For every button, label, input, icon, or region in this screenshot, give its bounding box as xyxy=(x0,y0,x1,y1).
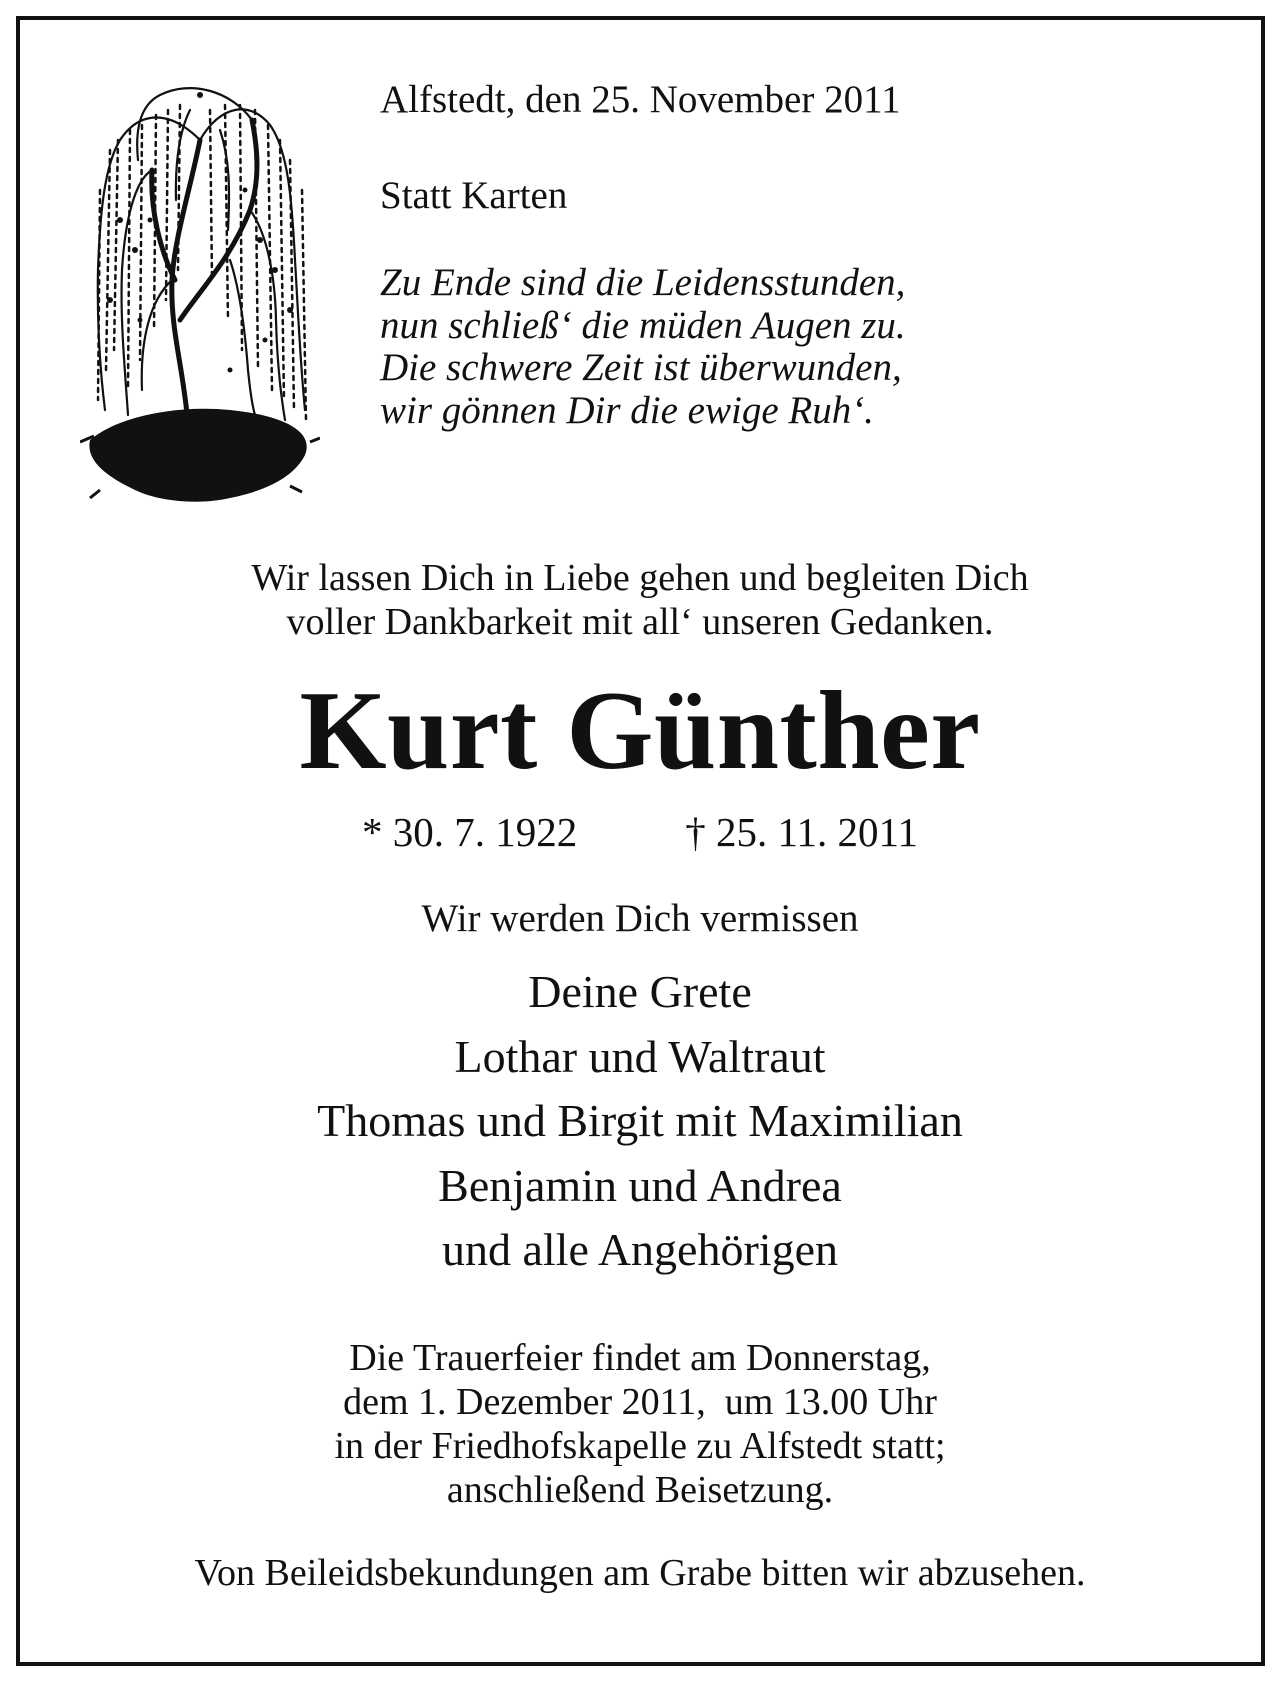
mourners-intro: Wir werden Dich vermissen xyxy=(421,897,859,940)
poem-line: Die schwere Zeit ist überwunden, xyxy=(380,346,902,389)
deceased-name: Kurt Günther xyxy=(299,669,981,793)
poem-line: nun schließ‘ die müden Augen zu. xyxy=(380,303,906,347)
mourner-name: Thomas und Birgit mit Maximilian xyxy=(317,1095,963,1146)
funeral-info xyxy=(0,1336,1280,1512)
life-dates xyxy=(0,808,1280,856)
poem-line: wir gönnen Dir die ewige Ruh‘. xyxy=(380,388,874,432)
funeral-line: in der Friedhofskapelle zu Alfstedt statt; xyxy=(334,1425,946,1467)
funeral-line: dem 1. Dezember 2011, um 13.00 Uhr xyxy=(343,1381,937,1423)
death-date: † 25. 11. 2011 xyxy=(685,809,918,855)
tree-ground xyxy=(89,409,306,502)
mourner-name: und alle Angehörigen xyxy=(441,1224,838,1275)
mourners-list xyxy=(0,960,1280,1283)
intro-line: Wir lassen Dich in Liebe gehen und begleiten Dich xyxy=(251,557,1029,599)
notice-header xyxy=(380,78,1240,432)
place-date: Alfstedt, den 25. November 2011 xyxy=(380,78,901,121)
closing-note: Von Beileidsbekundungen am Grabe bitten wir abzusehen. xyxy=(194,1552,1086,1594)
weeping-willow-icon xyxy=(80,70,320,510)
mourner-name: Lothar und Waltraut xyxy=(454,1030,826,1082)
funeral-line: Die Trauerfeier findet am Donnerstag, xyxy=(349,1337,931,1379)
mourner-name: Deine Grete xyxy=(528,966,752,1017)
poem xyxy=(380,262,1240,432)
funeral-line: anschließend Beisetzung. xyxy=(446,1469,834,1511)
mourner-name: Benjamin und Andrea xyxy=(438,1159,842,1211)
birth-date: * 30. 7. 1922 xyxy=(362,809,578,855)
poem-line: Zu Ende sind die Leidensstunden, xyxy=(380,261,906,304)
intro-text xyxy=(0,556,1280,644)
intro-line: voller Dankbarkeit mit all‘ unseren Gedanken. xyxy=(286,601,994,643)
statt-karten: Statt Karten xyxy=(380,174,568,217)
